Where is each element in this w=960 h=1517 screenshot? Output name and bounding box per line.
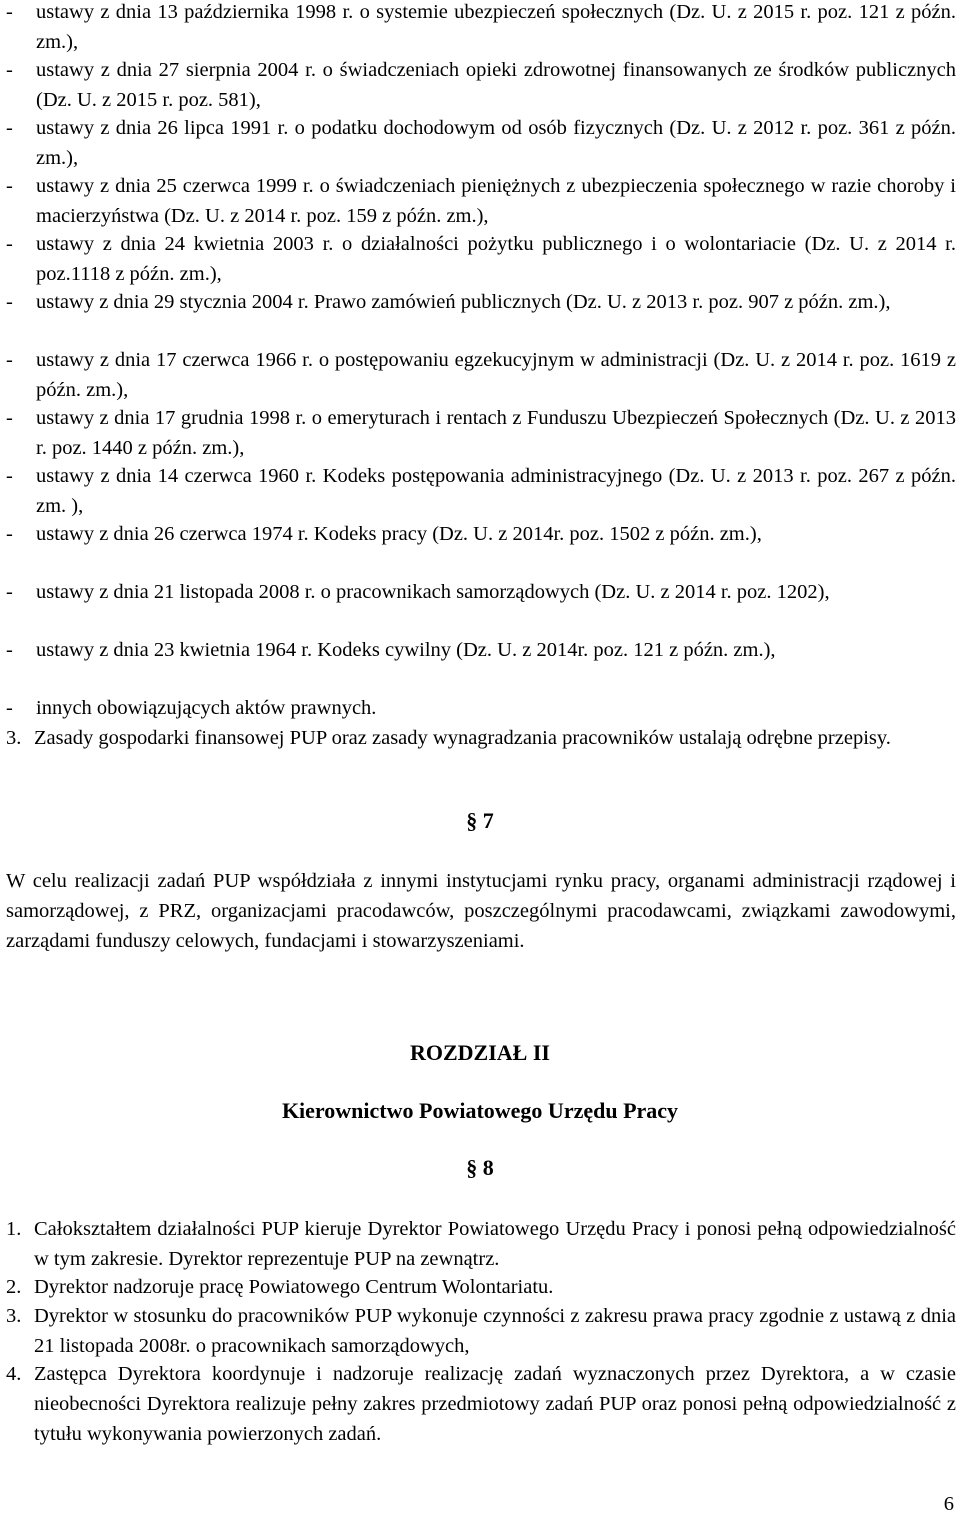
- chapter-title: ROZDZIAŁ II: [410, 1040, 550, 1065]
- list-dash: -: [6, 581, 13, 603]
- list-dash: -: [6, 697, 13, 719]
- item-number: 2.: [6, 1276, 22, 1298]
- section-8-item: [6, 1359, 956, 1449]
- list-item-text: ustawy z dnia 17 czerwca 1966 r. o postępowaniu egzekucyjnym w administracji (Dz. U. z 2014 r. poz. 1619 z późn. zm.),: [36, 349, 956, 401]
- chapter-subtitle: Kierownictwo Powiatowego Urzędu Pracy: [281, 1098, 679, 1123]
- item-text: Dyrektor w stosunku do pracowników PUP wykonuje czynności z zakresu prawa pracy zgodnie z ustawą z dnia 21 listopada 2008r. o pracownikach samorządowych,: [34, 1305, 956, 1357]
- section-8-item: [6, 1272, 956, 1302]
- list-dash: -: [6, 59, 13, 81]
- list-item-text: ustawy z dnia 26 lipca 1991 r. o podatku dochodowym od osób fizycznych (Dz. U. z 2012 r. poz. 361 z późn. zm.),: [36, 117, 956, 169]
- page-number: 6: [943, 1493, 954, 1515]
- section-7-paragraph: W celu realizacji zadań PUP współdziała z innymi instytucjami rynku pracy, organami administracji rządowej i samorządowej, z PRZ, organizacjami pracodawców, poszczególnymi pracodawcami, związkami zawodowymi, zarządami funduszy celowych, fundacjami i stowarzyszeniami.: [6, 870, 956, 952]
- law-list-item: [6, 635, 956, 665]
- law-list-item: [6, 113, 956, 173]
- point-text: Zasady gospodarki finansowej PUP oraz zasady wynagradzania pracowników ustalają odrębne przepisy.: [34, 727, 891, 749]
- point-number: 3.: [6, 727, 22, 749]
- list-item-text: ustawy z dnia 14 czerwca 1960 r. Kodeks postępowania administracyjnego (Dz. U. z 2013 r. poz. 267 z późn. zm. ),: [36, 465, 956, 517]
- list-dash: -: [6, 639, 13, 661]
- item-number: 3.: [6, 1305, 22, 1327]
- list-dash: -: [6, 1, 13, 23]
- section-8-item: [6, 1301, 956, 1361]
- section-8-item: [6, 1214, 956, 1274]
- section-8-heading: § 8: [466, 1155, 494, 1180]
- law-list-item: [6, 519, 956, 549]
- law-list-item: [6, 693, 956, 723]
- list-item-text: ustawy z dnia 25 czerwca 1999 r. o świadczeniach pieniężnych z ubezpieczenia społecznego w razie choroby i macierzyństwa (Dz. U. z 2014 r. poz. 159 z późn. zm.),: [36, 175, 956, 227]
- law-list-item: [6, 577, 956, 607]
- list-dash: -: [6, 523, 13, 545]
- law-list-item: [6, 403, 956, 463]
- law-list-item: [6, 287, 956, 317]
- law-list-item: [6, 55, 956, 115]
- list-dash: -: [6, 233, 13, 255]
- law-list-item: [6, 229, 956, 289]
- list-item-text: ustawy z dnia 23 kwietnia 1964 r. Kodeks cywilny (Dz. U. z 2014r. poz. 121 z późn. zm.),: [36, 639, 776, 661]
- law-list-item: [6, 171, 956, 231]
- list-item-text: ustawy z dnia 27 sierpnia 2004 r. o świadczeniach opieki zdrowotnej finansowanych ze środków publicznych (Dz. U. z 2015 r. poz. 581),: [36, 59, 956, 111]
- item-text: Zastępca Dyrektora koordynuje i nadzoruje realizację zadań wyznaczonych przez Dyrektora, a w czasie nieobecności Dyrektora realizuje pełny zakres przedmiotowy zadań PUP oraz ponosi pełną odpowiedzialność z tytułu wykonywania powierzonych zadań.: [34, 1363, 956, 1445]
- law-list-item: [6, 0, 956, 57]
- item-text: Całokształtem działalności PUP kieruje Dyrektor Powiatowego Urzędu Pracy i ponosi pełną odpowiedzialność w tym zakresie. Dyrektor reprezentuje PUP na zewnątrz.: [34, 1218, 956, 1270]
- list-dash: -: [6, 465, 13, 487]
- list-dash: -: [6, 407, 13, 429]
- list-dash: -: [6, 175, 13, 197]
- item-text: Dyrektor nadzoruje pracę Powiatowego Centrum Wolontariatu.: [34, 1276, 554, 1298]
- list-item-text: ustawy z dnia 17 grudnia 1998 r. o emeryturach i rentach z Funduszu Ubezpieczeń Społecznych (Dz. U. z 2013 r. poz. 1440 z późn. zm.),: [36, 407, 956, 459]
- list-item-text: ustawy z dnia 21 listopada 2008 r. o pracownikach samorządowych (Dz. U. z 2014 r. poz. 1202),: [36, 581, 830, 603]
- item-number: 1.: [6, 1218, 22, 1240]
- list-item-text: ustawy z dnia 24 kwietnia 2003 r. o działalności pożytku publicznego i o wolontariacie (Dz. U. z 2014 r. poz.1118 z późn. zm.),: [36, 233, 956, 285]
- list-item-text: innych obowiązujących aktów prawnych.: [36, 697, 377, 719]
- list-dash: -: [6, 291, 13, 313]
- law-list-item: [6, 461, 956, 521]
- list-item-text: ustawy z dnia 13 października 1998 r. o systemie ubezpieczeń społecznych (Dz. U. z 2015 r. poz. 121 z późn. zm.),: [36, 1, 956, 53]
- list-dash: -: [6, 117, 13, 139]
- law-list-item: [6, 345, 956, 405]
- item-number: 4.: [6, 1363, 22, 1385]
- section-7-heading: § 7: [466, 808, 494, 833]
- list-item-text: ustawy z dnia 26 czerwca 1974 r. Kodeks pracy (Dz. U. z 2014r. poz. 1502 z późn. zm.),: [36, 523, 762, 545]
- point-3: [6, 723, 956, 753]
- list-dash: -: [6, 349, 13, 371]
- list-item-text: ustawy z dnia 29 stycznia 2004 r. Prawo zamówień publicznych (Dz. U. z 2013 r. poz. 907 z późn. zm.),: [36, 291, 891, 313]
